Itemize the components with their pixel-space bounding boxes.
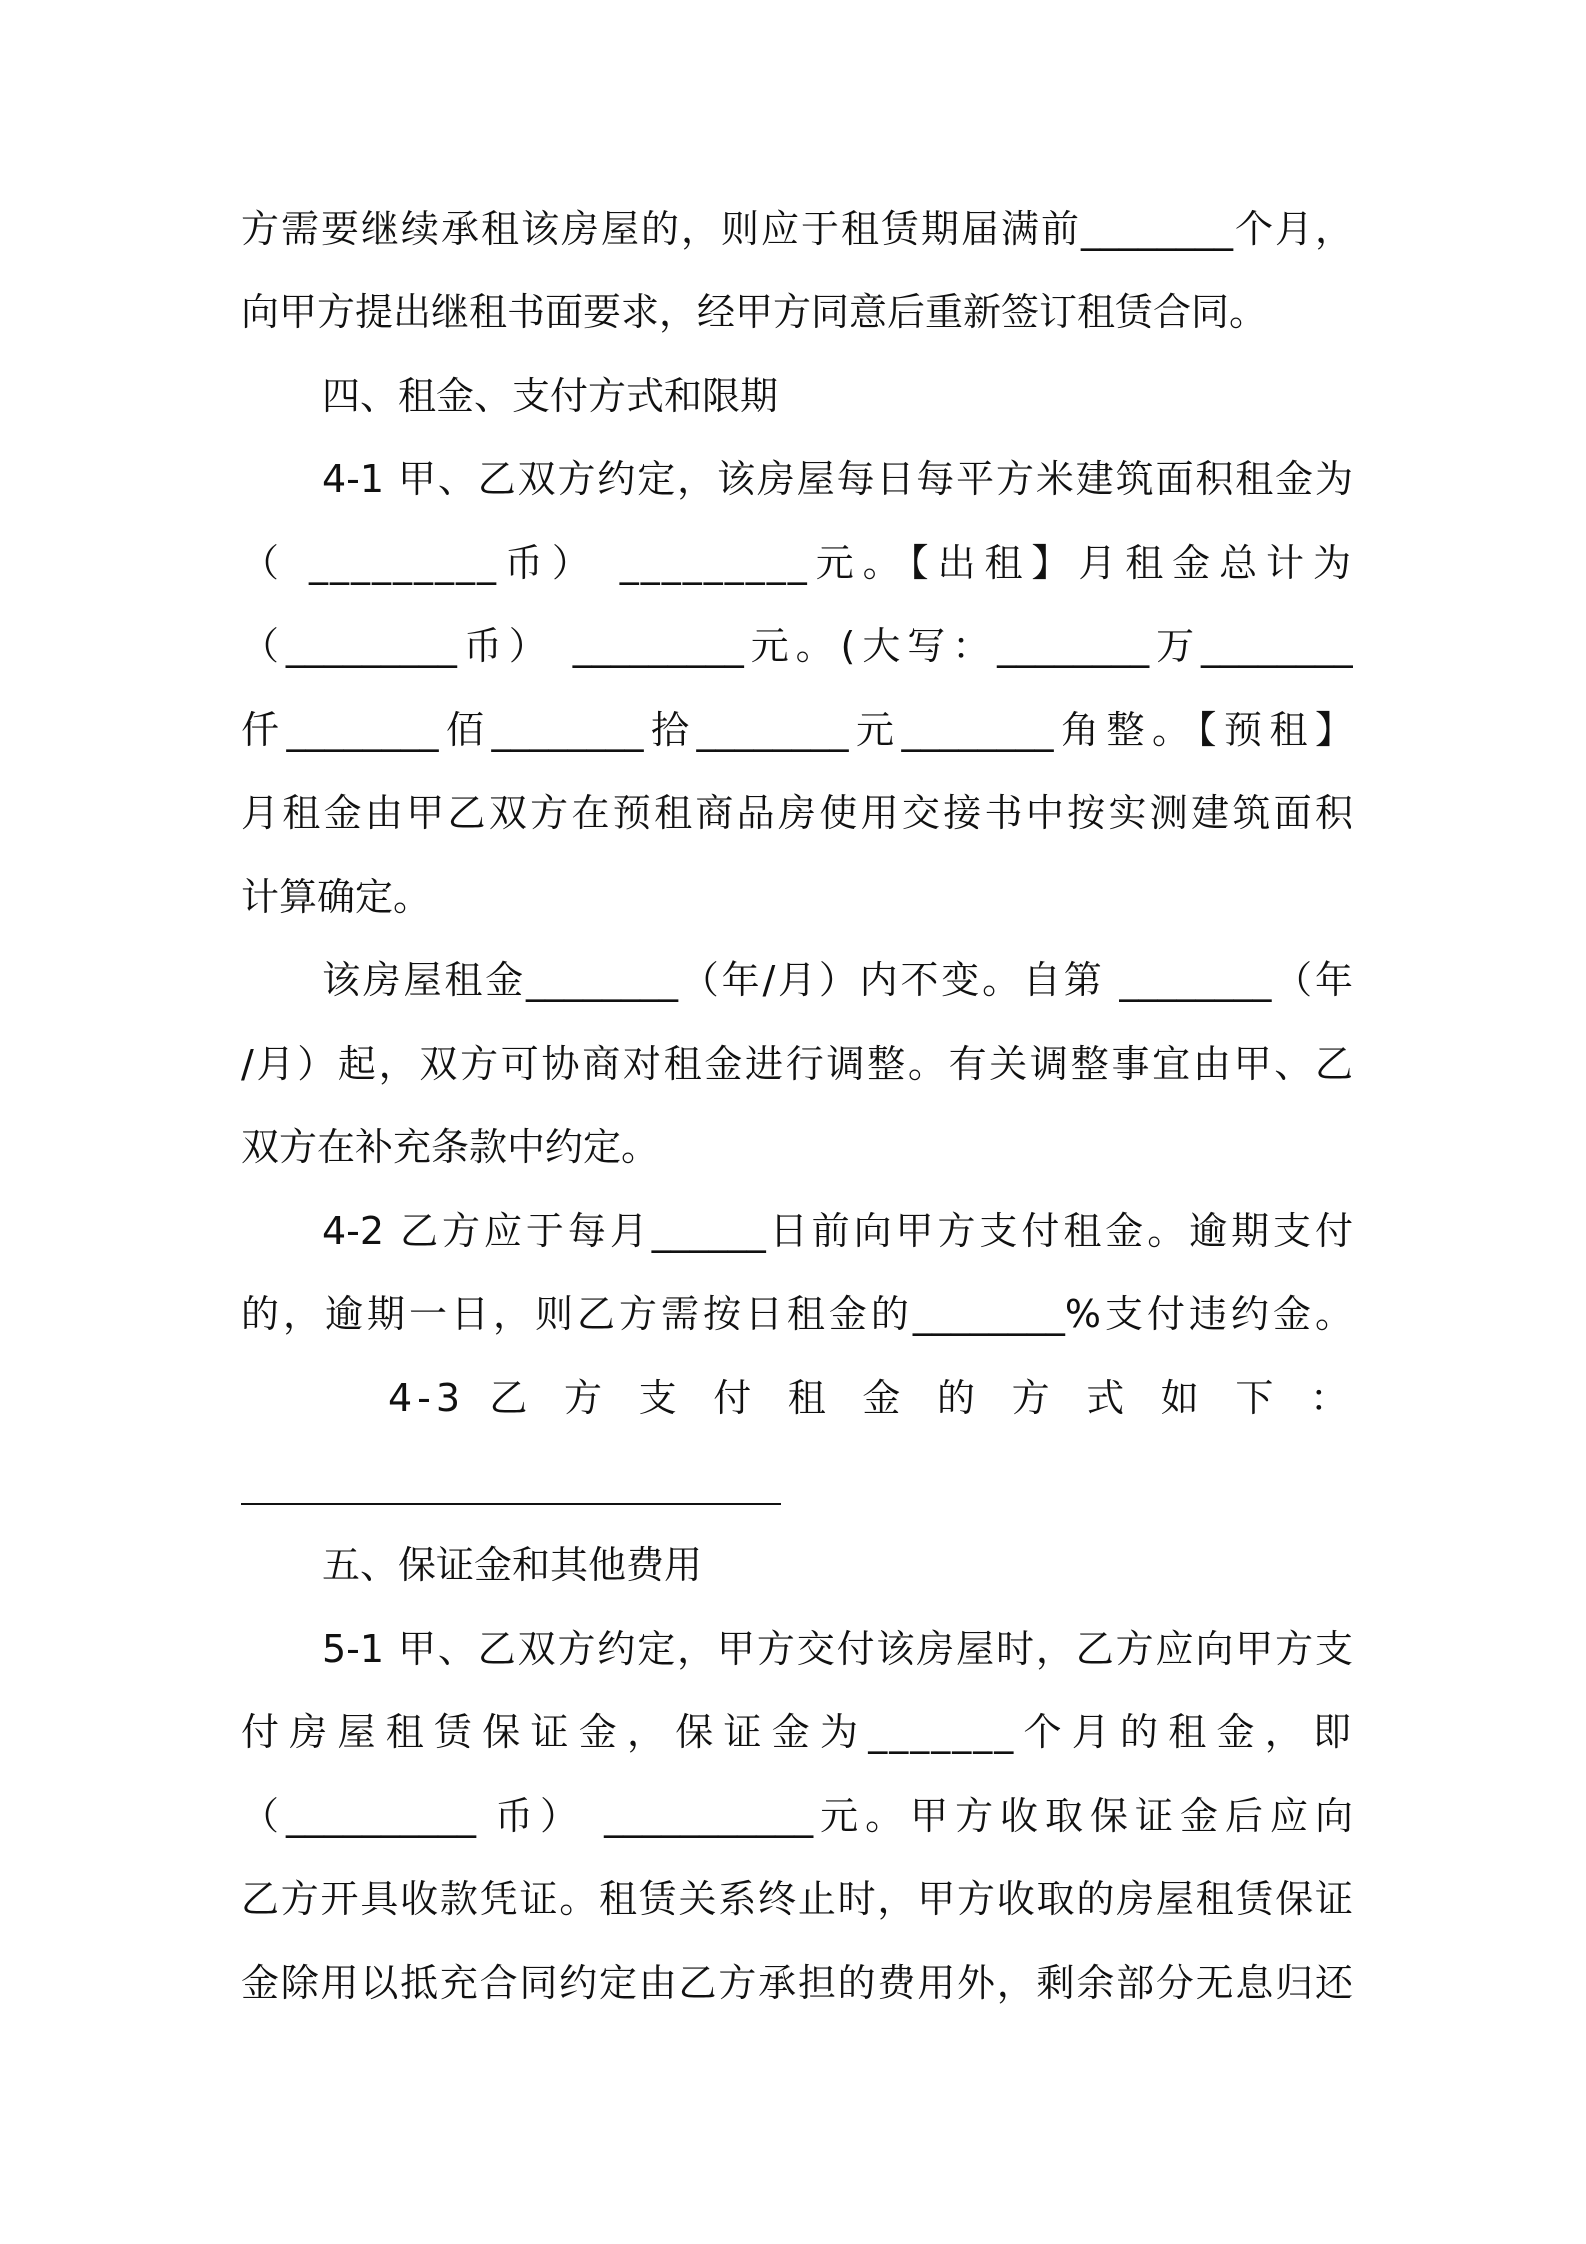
clause-4-3-line-1: 4-3 乙 方 支 付 租 金 的 方 式 如 下 ：	[388, 1376, 1353, 1420]
rent-term-line-1: 该房屋租金________（年/月）内不变。自第 ________（年	[322, 958, 1353, 1002]
clause-4-1-line-2: （ _________币） _________元。【出租】月租金总计为	[241, 541, 1353, 585]
section-heading-deposit: 五、保证金和其他费用	[322, 1543, 703, 1587]
clause-5-1-line-3: （__________ 币） ___________元。甲方收取保证金后应向	[241, 1794, 1353, 1838]
clause-4-1-line-5: 月租金由甲乙双方在预租商品房使用交接书中按实测建筑面积	[241, 791, 1353, 835]
section-heading-rent: 四、租金、支付方式和限期	[322, 374, 779, 418]
clause-4-2-line-1: 4-2 乙方应于每月______日前向甲方支付租金。逾期支付	[322, 1209, 1353, 1253]
clause-4-1-line-3: （_________币） _________元。(大写：________万________	[241, 624, 1353, 668]
clause-5-1-line-2: 付房屋租赁保证金，保证金为_______个月的租金，即	[241, 1710, 1353, 1754]
clause-5-1-line-4: 乙方开具收款凭证。租赁关系终止时，甲方收取的房屋租赁保证	[241, 1877, 1353, 1921]
clause-5-1-line-5: 金除用以抵充合同约定由乙方承担的费用外，剩余部分无息归还	[241, 1961, 1353, 2005]
paragraph-line-2: 向甲方提出继租书面要求，经甲方同意后重新签订租赁合同。	[241, 290, 1268, 334]
paragraph-line-1: 方需要继续承租该房屋的，则应于租赁期届满前________个月，	[241, 207, 1353, 251]
clause-4-1-line-1: 4-1 甲、乙双方约定，该房屋每日每平方米建筑面积租金为	[322, 457, 1353, 501]
clause-4-1-line-6: 计算确定。	[241, 875, 432, 919]
rent-term-line-3: 双方在补充条款中约定。	[241, 1125, 660, 1169]
payment-method-blank	[241, 1503, 781, 1505]
rent-term-line-2: /月）起，双方可协商对租金进行调整。有关调整事宜由甲、乙	[241, 1042, 1353, 1086]
clause-4-1-line-4: 仟________佰________拾________元________角整。【预租】	[241, 708, 1353, 752]
clause-5-1-line-1: 5-1 甲、乙双方约定，甲方交付该房屋时，乙方应向甲方支	[322, 1627, 1353, 1671]
clause-4-2-line-2: 的，逾期一日，则乙方需按日租金的________%支付违约金。	[241, 1292, 1353, 1336]
